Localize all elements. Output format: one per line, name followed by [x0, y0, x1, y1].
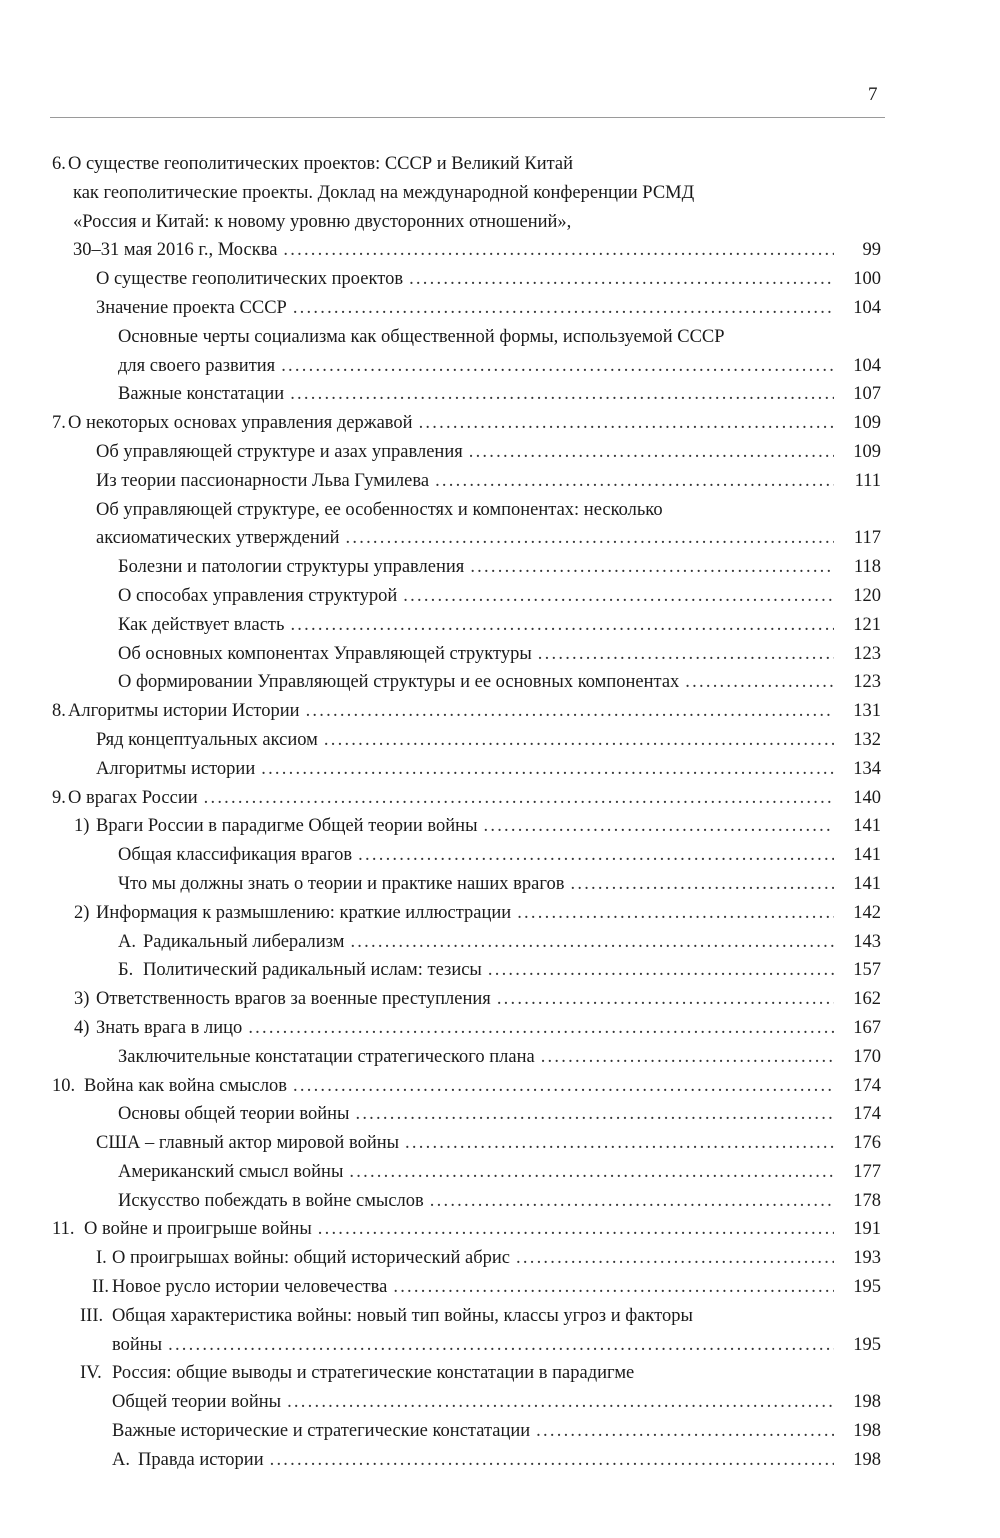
toc-entry-title: Политический радикальный ислам: тезисы	[143, 960, 482, 981]
toc-entry-title: Важные исторические и стратегические констатации	[112, 1421, 531, 1442]
toc-entry[interactable]	[0, 1417, 1000, 1446]
toc-entry-number: III.	[80, 1305, 104, 1326]
dot-leader	[204, 784, 834, 812]
toc-entry-page: 157	[853, 960, 881, 981]
dot-leader	[290, 380, 834, 408]
dot-leader	[488, 956, 834, 984]
toc-entry[interactable]	[0, 265, 1000, 294]
toc-entry[interactable]	[0, 150, 1000, 265]
toc-entry-page: 174	[853, 1104, 881, 1125]
toc-entry-title: Об управляющей структуре и азах управления	[96, 441, 463, 462]
toc-entry-title: О существе геополитических проектов	[96, 269, 404, 290]
toc-entry-page: 141	[853, 873, 881, 894]
dot-leader	[403, 582, 834, 610]
toc-entry-page: 142	[853, 902, 881, 923]
dot-leader	[290, 611, 834, 639]
toc-entry-title: Из теории пассионарности Льва Гумилева	[96, 470, 430, 491]
toc-entry[interactable]	[0, 467, 1000, 496]
toc-entry[interactable]	[0, 841, 1000, 870]
toc-entry-title: О врагах России	[68, 787, 198, 808]
toc-entry-title-line: Россия: общие выводы и стратегические констатации в парадигме	[112, 1363, 635, 1384]
dot-leader	[248, 1014, 834, 1042]
toc-entry-title: Что мы должны знать о теории и практике наших врагов	[118, 873, 565, 894]
toc-entry-title: 30–31 мая 2016 г., Москва	[73, 240, 278, 261]
toc-entry-number: 2)	[74, 902, 90, 923]
toc-entry-title: Заключительные констатации стратегического плана	[118, 1046, 535, 1067]
toc-entry-title: Искусство побеждать в войне смыслов	[118, 1190, 424, 1211]
toc-entry-title: Враги России в парадигме Общей теории войны	[96, 816, 478, 837]
dot-leader	[306, 697, 834, 725]
toc-entry-title-line: О существе геополитических проектов: СССР и Великий Китай	[68, 154, 574, 174]
toc-entry[interactable]	[0, 726, 1000, 755]
dot-leader	[168, 1331, 834, 1359]
toc-entry[interactable]	[0, 380, 1000, 409]
toc-entry-page: 109	[853, 441, 881, 462]
dot-leader	[270, 1446, 834, 1474]
table-of-contents	[0, 150, 1000, 1475]
toc-entry[interactable]	[0, 1187, 1000, 1216]
toc-entry[interactable]	[0, 956, 1000, 985]
dot-leader	[346, 524, 834, 552]
toc-entry[interactable]	[0, 812, 1000, 841]
toc-entry-page: 198	[853, 1449, 881, 1470]
toc-entry-title: Радикальный либерализм	[143, 931, 345, 952]
toc-entry[interactable]	[0, 985, 1000, 1014]
toc-entry[interactable]	[0, 438, 1000, 467]
toc-entry-number: 3)	[74, 989, 90, 1010]
dot-leader	[355, 1100, 834, 1128]
toc-entry-title: О формировании Управляющей структуры и ее основных компонентах	[118, 672, 680, 693]
toc-entry-page: 100	[853, 269, 881, 290]
toc-entry-number: Б.	[118, 960, 134, 981]
toc-entry[interactable]	[0, 582, 1000, 611]
dot-leader	[261, 755, 834, 783]
toc-entry-title: Ряд концептуальных аксиом	[96, 729, 318, 750]
dot-leader	[685, 668, 834, 696]
toc-entry[interactable]	[0, 784, 1000, 813]
toc-entry-title: Основы общей теории войны	[118, 1104, 350, 1125]
dot-leader	[536, 1417, 834, 1445]
toc-entry[interactable]	[0, 899, 1000, 928]
toc-entry-title: войны	[112, 1334, 163, 1355]
toc-entry-page: 107	[853, 384, 881, 405]
toc-entry-title: Об основных компонентах Управляющей структуры	[118, 643, 532, 664]
dot-leader	[349, 1158, 834, 1186]
toc-entry-title: Алгоритмы истории Истории	[68, 701, 300, 722]
dot-leader	[393, 1273, 834, 1301]
dot-leader	[281, 352, 834, 380]
dot-leader	[358, 841, 834, 869]
toc-entry[interactable]	[0, 1158, 1000, 1187]
toc-entry-page: 104	[853, 297, 881, 318]
toc-entry[interactable]	[0, 323, 1000, 381]
toc-entry-page: 132	[853, 729, 881, 750]
toc-entry-page: 117	[853, 528, 881, 549]
toc-entry-page: 121	[853, 614, 881, 635]
toc-entry-title: Общей теории войны	[112, 1392, 282, 1413]
toc-entry-title: О способах управления структурой	[118, 585, 398, 606]
toc-entry-title: Алгоритмы истории	[96, 758, 256, 779]
toc-entry-number: А.	[118, 931, 136, 952]
toc-entry-page: 141	[853, 845, 881, 866]
toc-entry-page: 195	[853, 1334, 881, 1355]
toc-entry-title: Важные констатации	[118, 384, 285, 405]
toc-entry[interactable]	[0, 1014, 1000, 1043]
dot-leader	[283, 236, 834, 264]
dot-leader	[571, 870, 835, 898]
toc-entry[interactable]	[0, 870, 1000, 899]
toc-entry-number: 6.	[52, 154, 66, 174]
toc-entry-number: 7.	[52, 413, 66, 434]
toc-entry[interactable]	[0, 409, 1000, 438]
toc-entry[interactable]	[0, 496, 1000, 554]
dot-leader	[516, 1244, 834, 1272]
header-rule	[50, 117, 885, 118]
dot-leader	[470, 553, 834, 581]
toc-entry-page: 167	[853, 1017, 881, 1038]
toc-entry-title: Американский смысл войны	[118, 1161, 344, 1182]
dot-leader	[318, 1215, 834, 1243]
dot-leader	[538, 640, 834, 668]
toc-entry-page: 177	[853, 1161, 881, 1182]
toc-entry-page: 176	[853, 1133, 881, 1154]
toc-entry-title: Знать врага в лицо	[96, 1017, 243, 1038]
toc-entry[interactable]	[0, 1043, 1000, 1072]
toc-entry[interactable]	[0, 553, 1000, 582]
toc-entry-title: Значение проекта СССР	[96, 297, 287, 318]
dot-leader	[541, 1043, 834, 1071]
toc-entry-page: 123	[853, 672, 881, 693]
toc-entry-title-line: как геополитические проекты. Доклад на международной конференции РСМД	[73, 182, 695, 203]
toc-entry[interactable]	[0, 1302, 1000, 1360]
toc-entry-number: 10.	[52, 1075, 76, 1096]
toc-entry-page: 198	[853, 1421, 881, 1442]
toc-entry-title: для своего развития	[118, 355, 276, 376]
dot-leader	[517, 899, 834, 927]
toc-entry[interactable]	[0, 668, 1000, 697]
dot-leader	[287, 1388, 834, 1416]
toc-entry-page: 131	[853, 701, 881, 722]
dot-leader	[430, 1187, 834, 1215]
toc-entry-title: США – главный актор мировой войны	[96, 1133, 400, 1154]
dot-leader	[497, 985, 834, 1013]
toc-entry[interactable]	[0, 1215, 1000, 1244]
toc-entry[interactable]	[0, 294, 1000, 323]
toc-entry-page: 111	[854, 470, 881, 491]
dot-leader	[419, 409, 834, 437]
toc-entry-title: Война как война смыслов	[84, 1075, 288, 1096]
toc-entry[interactable]	[0, 1129, 1000, 1158]
toc-entry-page: 118	[853, 557, 881, 578]
toc-entry-title-line: «Россия и Китай: к новому уровню двусторонних отношений»,	[73, 211, 572, 232]
dot-leader	[350, 928, 834, 956]
toc-entry-page: 195	[853, 1277, 881, 1298]
toc-entry-title: Общая классификация врагов	[118, 845, 353, 866]
toc-entry-number: IV.	[80, 1363, 102, 1384]
toc-entry[interactable]	[0, 1072, 1000, 1101]
toc-entry[interactable]	[0, 1446, 1000, 1475]
dot-leader	[484, 812, 835, 840]
toc-entry-page: 104	[853, 355, 881, 376]
dot-leader	[293, 294, 834, 322]
toc-entry-title: Правда истории	[138, 1449, 264, 1470]
toc-entry[interactable]	[0, 1100, 1000, 1129]
dot-leader	[435, 467, 834, 495]
toc-entry[interactable]	[0, 928, 1000, 957]
toc-entry-page: 109	[853, 413, 881, 434]
toc-entry-number: 1)	[74, 816, 90, 837]
toc-entry-title-line: Об управляющей структуре, ее особенностях и компонентах: несколько	[96, 499, 663, 520]
dot-leader	[409, 265, 834, 293]
toc-entry-title: Как действует власть	[118, 614, 285, 635]
toc-entry-title: О проигрышах войны: общий исторический абрис	[112, 1248, 511, 1269]
toc-entry-title: аксиоматических утверждений	[96, 528, 340, 549]
toc-entry[interactable]	[0, 1244, 1000, 1273]
toc-entry-page: 141	[853, 816, 881, 837]
toc-entry-number: 9.	[52, 787, 66, 808]
toc-entry[interactable]	[0, 1359, 1000, 1417]
toc-entry-title: О некоторых основах управления державой	[68, 413, 413, 434]
toc-entry-number: 11.	[52, 1219, 75, 1240]
toc-entry-title: О войне и проигрыше войны	[84, 1219, 312, 1240]
toc-entry-number: А.	[112, 1449, 130, 1470]
toc-entry-page: 193	[853, 1248, 881, 1269]
toc-entry-page: 140	[853, 787, 881, 808]
toc-entry-page: 178	[853, 1190, 881, 1211]
toc-entry-page: 99	[862, 240, 881, 261]
toc-entry-page: 191	[853, 1219, 881, 1240]
dot-leader	[293, 1072, 834, 1100]
toc-entry-title: Болезни и патологии структуры управления	[118, 557, 465, 578]
page-number: 7	[868, 84, 878, 105]
toc-entry-page: 174	[853, 1075, 881, 1096]
toc-entry-title-line: Основные черты социализма как общественной формы, используемой СССР	[118, 326, 725, 347]
toc-entry[interactable]	[0, 611, 1000, 640]
toc-entry-number: 8.	[52, 701, 66, 722]
dot-leader	[324, 726, 834, 754]
toc-entry-page: 198	[853, 1392, 881, 1413]
toc-entry-page: 120	[853, 585, 881, 606]
toc-entry[interactable]	[0, 640, 1000, 669]
toc-entry-page: 170	[853, 1046, 881, 1067]
toc-entry[interactable]	[0, 755, 1000, 784]
dot-leader	[405, 1129, 834, 1157]
toc-entry-number: II.	[92, 1277, 109, 1298]
toc-entry-title: Новое русло истории человечества	[112, 1277, 388, 1298]
toc-entry-number: I.	[96, 1248, 107, 1269]
toc-entry-title: Информация к размышлению: краткие иллюстрации	[96, 902, 512, 923]
toc-entry[interactable]	[0, 697, 1000, 726]
toc-entry-page: 123	[853, 643, 881, 664]
dot-leader	[469, 438, 834, 466]
toc-entry-page: 143	[853, 931, 881, 952]
toc-entry-title-line: Общая характеристика войны: новый тип войны, классы угроз и факторы	[112, 1305, 693, 1326]
toc-entry[interactable]	[0, 1273, 1000, 1302]
toc-entry-number: 4)	[74, 1017, 90, 1038]
toc-entry-page: 134	[853, 758, 881, 779]
toc-entry-page: 162	[853, 989, 881, 1010]
toc-entry-title: Ответственность врагов за военные преступления	[96, 989, 491, 1010]
